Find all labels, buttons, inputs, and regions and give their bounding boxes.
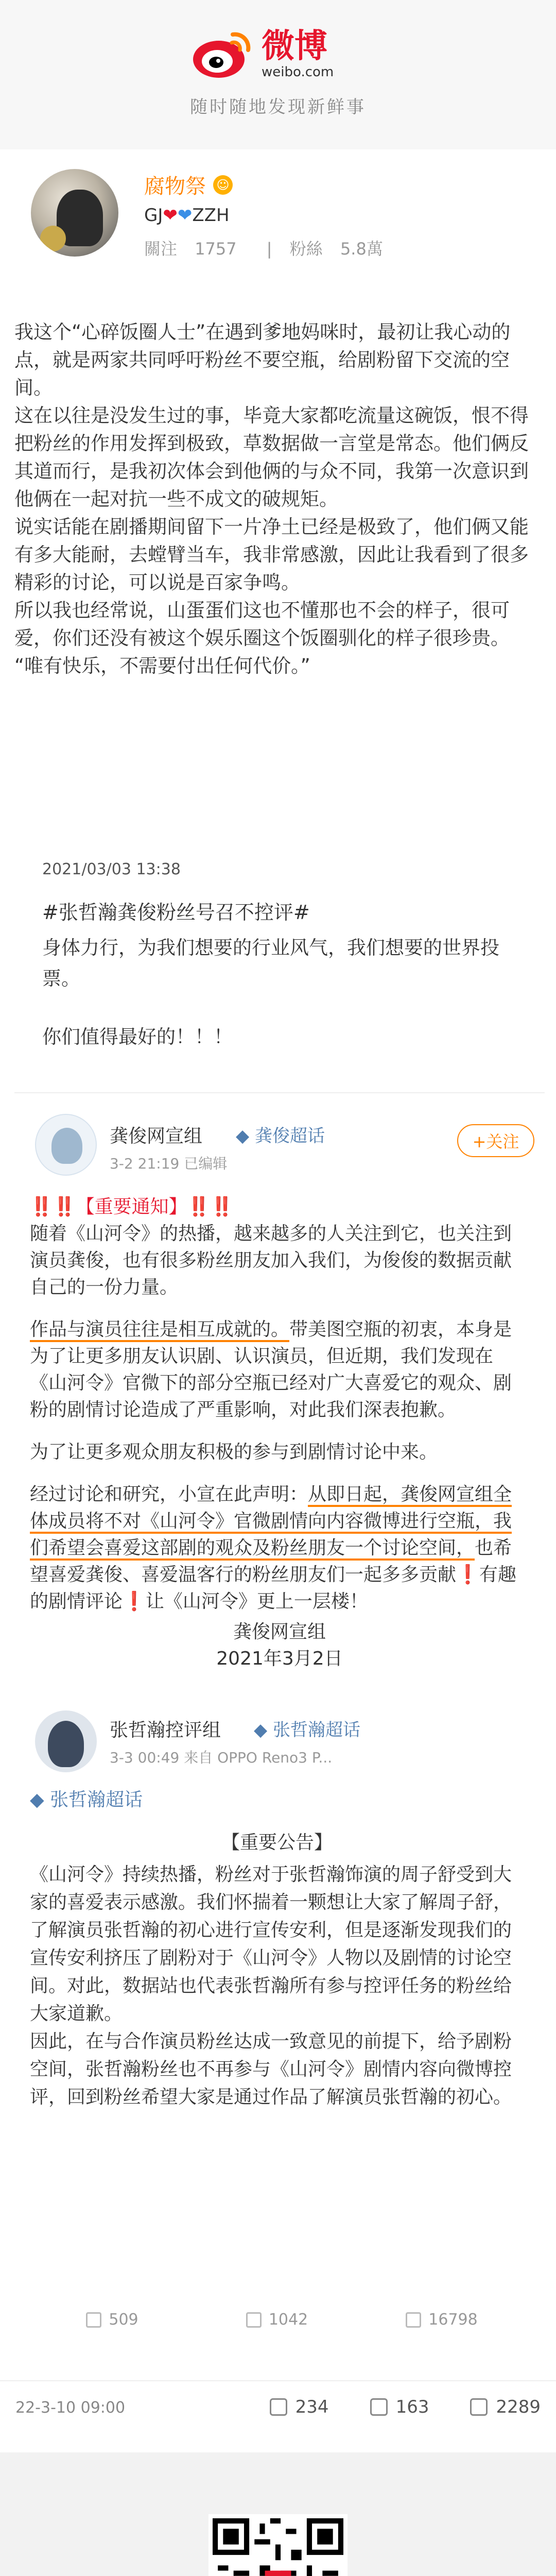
post-footer: [0, 2380, 556, 2437]
brand-name: 微博: [262, 27, 327, 65]
site-header: [0, 0, 556, 149]
embedded-post: [14, 1092, 545, 1685]
brand-domain: weibo.com: [262, 64, 334, 80]
like-button[interactable]: 2289: [470, 2397, 541, 2417]
slogan: 随时随地发现新鲜事: [190, 97, 366, 117]
supertopic-link[interactable]: ◆ 张哲瀚超话: [30, 1789, 143, 1810]
post-meta: 3-3 00:49 来自 OPPO Reno3 P...: [110, 1749, 333, 1766]
comment-button[interactable]: 163: [370, 2397, 429, 2417]
supertopic-tag[interactable]: ◆ 张哲瀚超话: [254, 1720, 360, 1740]
post-actions: [30, 2311, 524, 2329]
repost-button[interactable]: 509: [30, 2311, 195, 2329]
supertopic-tag[interactable]: ◆ 龚俊超话: [236, 1126, 325, 1146]
avatar[interactable]: [31, 169, 118, 257]
post-signature: 龚俊网宣组 2021年3月2日: [216, 1621, 343, 1669]
qr-code[interactable]: [208, 2514, 348, 2576]
repost-icon: [86, 2312, 101, 2328]
paragraph: 说实话能在剧播期间留下一片净土已经是极致了，他们俩又能有多大能耐，去螳臂当车，我非常感激，因此让我看到了很多精彩的讨论，可以说是百家争鸣。: [14, 516, 529, 594]
post-meta: 3-2 21:19 已编辑: [110, 1155, 228, 1172]
post-body: [14, 318, 545, 680]
profile-card: [0, 155, 556, 283]
paragraph: 我这个“心碎饭圈人士”在遇到爹地妈咪时，最初让我心动的点，就是两家共同呼吁粉丝不要空瓶，给剧粉留下交流的空间。: [14, 321, 511, 399]
comment-icon: [246, 2312, 262, 2328]
user-bio: GJ❤❤ZZH: [144, 205, 230, 226]
weibo-logo[interactable]: [190, 28, 334, 80]
comment-icon: [370, 2398, 388, 2416]
paragraph: 这在以往是没发生过的事，毕竟大家都吃流量这碗饭，恨不得把粉丝的作用发挥到极致，草数据做一言堂是常态。他们俩反其道而行，是我初次体会到他俩的与众不同，我第一次意识到他俩在一起对抗一些不成文的破规矩。: [14, 404, 529, 510]
fans-count: 5.8萬: [340, 239, 383, 259]
like-icon: [406, 2312, 421, 2328]
blue-heart-icon: ❤: [177, 205, 193, 226]
post-body: 【重要公告】 《山河令》持续热播，粉丝对于张哲瀚饰演的周子舒受到大家的喜爱表示感激。我们怀揣着一颗想让大家了解周子舒，了解演员张哲瀚的初心进行宣传安利，但是逐渐发现我们的宣传安利挤压了剧粉对于《山河令》人物以及剧情的讨论空间。对此，数据站也代表张哲瀚所有参与控评任务的粉丝给大家道歉。 因此，在与合作演员粉丝达成一致意见的前提下，给予剧粉空间，张哲瀚粉丝也不再参与《山河令》剧情内容向微博控评，回到粉丝希望大家是通过作品了解演员张哲瀚的初心。: [30, 1829, 524, 2111]
notice-title: ‼️‼️【重要通知】‼️‼️: [30, 1196, 234, 1217]
post-date: 2021/03/03 13:38: [42, 860, 181, 878]
post-author[interactable]: 张哲瀚控评组: [110, 1720, 221, 1741]
embedded-post: [14, 1695, 545, 2354]
qr-footer: [0, 2452, 556, 2576]
comment-button[interactable]: 1042: [195, 2311, 359, 2329]
weibo-eye-icon: [190, 28, 252, 80]
repost-body: 身体力行，为我们想要的行业风气，我们想要的世界投票。: [42, 937, 499, 990]
post-author[interactable]: 龚俊网宣组: [110, 1126, 203, 1147]
username[interactable]: 腐物祭: [144, 175, 206, 198]
post-body: ‼️‼️【重要通知】‼️‼️ 随着《山河令》的热播，越来越多的人关注到它，也关注到演员龚俊，也有很多粉丝朋友加入我们，为俊俊的数据贡献自己的一份力量。 作品与演员往往是相互成就的。带美图空瓶的初衷，本身是为了让更多朋友认识剧、认识演员，但近期，我们发现在《山河令》官微下的部分空瓶已经对广大喜爱它的观众、剧粉的剧情讨论造成了严重影响，对此我们深表抱歉。 为了让更多观众朋友积极的参与到剧情讨论中来。 经过讨论和研究，小宣在此声明：从即日起，龚俊网宣组全体成员将不对《山河令》官微剧情向内容微博进行空瓶，我们希望会喜爱这部剧的观众及粉丝朋友一个讨论空间，也希望喜爱龚俊、喜爱温客行的粉丝朋友们一起多多贡献❗有趣的剧情评论❗让《山河令》更上一层楼！: [30, 1196, 516, 1612]
paragraph: 所以我也经常说，山蛋蛋们这也不懂那也不会的样子，很可爱，你们还没有被这个娱乐圈这个饭圈驯化的样子很珍贵。: [14, 599, 510, 649]
post-date: 22-3-10 09:00: [15, 2399, 126, 2417]
like-button[interactable]: 16798: [359, 2311, 524, 2329]
notice-title: 【重要公告】: [221, 1832, 333, 1853]
repost-cheer: 你们值得最好的！！！: [42, 1026, 233, 1048]
embedded-screenshot: [14, 845, 545, 1082]
paragraph: “唯有快乐，不需要付出任何代价。”: [14, 655, 310, 677]
follow-button[interactable]: +关注: [457, 1124, 534, 1157]
like-icon: [470, 2398, 488, 2416]
repost-icon: [270, 2398, 287, 2416]
hashtag[interactable]: #张哲瀚龚俊粉丝号召不控评#: [42, 901, 310, 924]
avatar[interactable]: [35, 1710, 97, 1772]
follow-count: 1757: [195, 239, 237, 259]
avatar[interactable]: [35, 1114, 97, 1176]
red-heart-icon: ❤: [163, 205, 178, 226]
repost-button[interactable]: 234: [270, 2397, 329, 2417]
vip-badge-icon: ☺: [213, 175, 233, 195]
user-stats: 關注 1757 | 粉絲 5.8萬: [144, 239, 383, 259]
